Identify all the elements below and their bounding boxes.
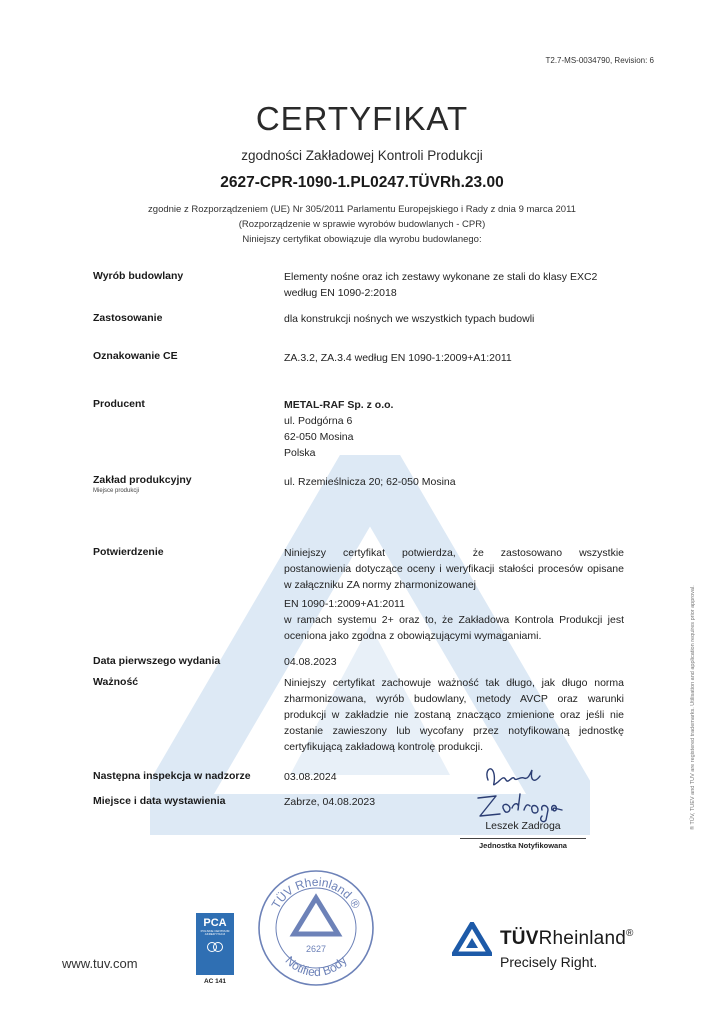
place-date-label: Miejsce i data wystawienia xyxy=(93,795,226,807)
confirmation-value-a xyxy=(284,545,624,593)
value-line: według EN 1090-2:2018 xyxy=(284,287,397,299)
value-line: Zabrze, 04.08.2023 xyxy=(284,796,376,808)
usage-value xyxy=(284,311,624,327)
value-line: zostanie zawieszony lub wycofany przez notyfikowaną jednostkę xyxy=(284,725,624,737)
certificate-number: 2627-CPR-1090-1.PL0247.TÜVRh.23.00 xyxy=(220,174,504,191)
value-line: w ramach systemu 2+ oraz to, że Zakładowa Kontrola Produkcji jest xyxy=(284,614,624,626)
usage-label: Zastosowanie xyxy=(93,312,163,324)
value-line: w załączniku ZA normy zharmonizowanej xyxy=(284,579,476,591)
value-line: 04.08.2023 xyxy=(284,656,337,668)
tuv-triangle-logo-icon xyxy=(452,922,492,956)
brand-name-bold: TÜV xyxy=(500,928,539,949)
validity-label: Ważność xyxy=(93,676,139,688)
plant-value xyxy=(284,474,624,490)
pca-badge xyxy=(196,913,234,975)
value-line: 03.08.2024 xyxy=(284,771,337,783)
trademark-side-note xyxy=(683,520,696,830)
value-line: Polska xyxy=(284,447,316,459)
certificate-subtitle: zgodności Zakładowej Kontroli Produkcji xyxy=(241,148,483,163)
stamp-number: 2627 xyxy=(305,944,327,954)
ce-marking-label: Oznakowanie CE xyxy=(93,350,178,362)
stamp-bottom-text: Notified Body xyxy=(282,953,350,980)
tuv-slogan: Precisely Right. xyxy=(500,954,598,970)
tuv-brand-name xyxy=(500,928,634,950)
regulation-line: Niniejszy certyfikat obowiązuje dla wyrobu budowlanego: xyxy=(242,234,482,245)
signature-line xyxy=(460,838,586,839)
validity-value xyxy=(284,675,624,755)
value-line: certyfikującą zakładową kontrolę produkcji. xyxy=(284,741,484,753)
value-line: ZA.3.2, ZA.3.4 według EN 1090-1:2009+A1:2011 xyxy=(284,352,512,364)
value-line: ul. Rzemieślnicza 20; 62-050 Mosina xyxy=(284,476,456,488)
handwritten-signature xyxy=(470,758,590,826)
ce-marking-value xyxy=(284,350,624,366)
value-line: Niniejszy certyfikat zachowuje ważność tak długo, jak długo norma xyxy=(284,677,624,689)
document-reference: T2.7-MS-0034790, Revision: 6 xyxy=(545,56,654,65)
first-issue-value xyxy=(284,654,624,670)
value-line: oceniona jako zgodna z obowiązującymi wymaganiami. xyxy=(284,630,542,642)
product-value xyxy=(284,269,624,301)
value-line: METAL-RAF Sp. z o.o. xyxy=(284,399,394,411)
confirmation-label: Potwierdzenie xyxy=(93,546,164,558)
plant-label: Zakład produkcyjny xyxy=(93,474,192,486)
value-line: postanowienia dotyczące oceny i weryfikacji stałości procesów opisane xyxy=(284,563,624,575)
stamp-top-text: TÜV Rheinland ® xyxy=(268,874,364,912)
pca-accreditation-logo xyxy=(196,913,234,991)
value-line: ul. Podgórna 6 xyxy=(284,415,353,427)
signatory-name: Leszek Zadroga xyxy=(485,820,561,832)
regulation-line: zgodnie z Rozporządzeniem (UE) Nr 305/2011 Parlamentu Europejskiego i Rady z dnia 9 marca 2011 xyxy=(148,204,576,215)
producer-value xyxy=(284,397,624,461)
brand-registered-mark: ® xyxy=(625,928,634,939)
pca-code: AC 141 xyxy=(203,978,227,985)
plant-sublabel: Miejsce produkcji xyxy=(93,488,140,494)
stamp-triangle-icon xyxy=(294,898,338,934)
pca-name: PCA xyxy=(203,917,227,929)
brand-name-rest: Rheinland xyxy=(538,928,626,949)
pca-rings-icon xyxy=(205,941,225,953)
certificate-title: CERTYFIKAT xyxy=(255,100,469,137)
value-line: dla konstrukcji nośnych we wszystkich typach budowli xyxy=(284,313,535,325)
notified-body-stamp xyxy=(256,868,376,988)
pca-small-text: POLSKIE CENTRUM AKREDYTACJI xyxy=(200,929,230,936)
value-line: Niniejszy certyfikat potwierdza, że zastosowano wszystkie xyxy=(284,547,624,559)
value-line: EN 1090-1:2009+A1:2011 xyxy=(284,598,405,610)
website-link[interactable]: www.tuv.com xyxy=(62,956,138,971)
value-line: 62-050 Mosina xyxy=(284,431,354,443)
value-line: Elementy nośne oraz ich zestawy wykonane ze stali do klasy EXC2 xyxy=(284,271,598,283)
signatory-role: Jednostka Notyfikowana xyxy=(479,841,567,850)
first-issue-label: Data pierwszego wydania xyxy=(93,655,221,667)
next-inspection-label: Następna inspekcja w nadzorze xyxy=(93,770,251,782)
confirmation-value-b xyxy=(284,596,624,644)
value-line: zharmonizowana, wyrób budowlany, metody AVCP oraz warunki xyxy=(284,693,624,705)
producer-label: Producent xyxy=(93,398,145,410)
product-label: Wyrób budowlany xyxy=(93,270,184,282)
regulation-line: (Rozporządzenie w sprawie wyrobów budowlanych - CPR) xyxy=(238,219,486,230)
value-line: produkcji w zakładzie nie zostaną znacząco zmienione oraz jeśli nie xyxy=(284,709,624,721)
trademark-side-note-text: ® TÜV, TUEV and TUV are registered trademarks. Utilisation and application requires prior approval. xyxy=(690,585,696,830)
